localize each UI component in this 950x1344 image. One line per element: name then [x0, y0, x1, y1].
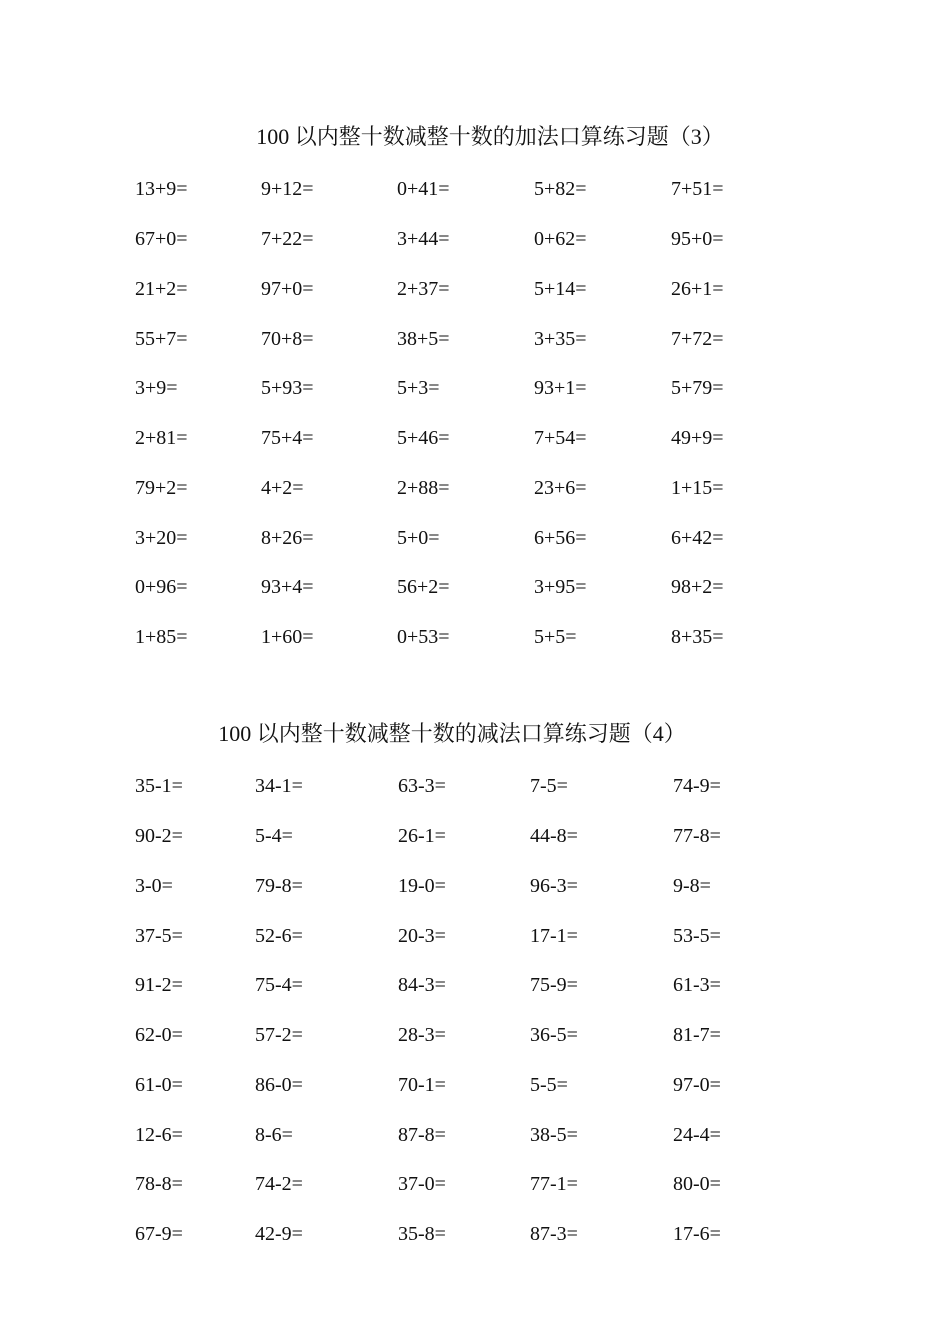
addition-row [0, 226, 950, 252]
subtraction-problem: 86-0= [255, 1074, 303, 1096]
addition-row [0, 624, 950, 650]
subtraction-problem: 42-9= [255, 1223, 303, 1245]
subtraction-problem: 28-3= [398, 1024, 446, 1046]
subtraction-problem: 84-3= [398, 974, 446, 996]
subtraction-problem: 17-6= [673, 1223, 721, 1245]
addition-problem: 75+4= [261, 427, 314, 449]
subtraction-problem: 80-0= [673, 1173, 721, 1195]
subtraction-problem: 44-8= [530, 825, 578, 847]
addition-problem: 2+37= [397, 278, 450, 300]
addition-problem: 55+7= [135, 328, 188, 350]
subtraction-problem: 52-6= [255, 925, 303, 947]
addition-problem: 98+2= [671, 576, 724, 598]
addition-problem: 5+3= [397, 377, 440, 399]
subtraction-problem: 75-4= [255, 974, 303, 996]
addition-problem: 7+54= [534, 427, 587, 449]
addition-problem: 7+72= [671, 328, 724, 350]
subtraction-row [0, 873, 950, 899]
subtraction-problem: 75-9= [530, 974, 578, 996]
subtraction-problem: 91-2= [135, 974, 183, 996]
subtraction-problem: 38-5= [530, 1124, 578, 1146]
subtraction-row [0, 823, 950, 849]
subtraction-row [0, 773, 950, 799]
subtraction-problem: 20-3= [398, 925, 446, 947]
addition-row [0, 276, 950, 302]
addition-problem: 6+56= [534, 527, 587, 549]
addition-problem: 4+2= [261, 477, 304, 499]
subtraction-problem: 34-1= [255, 775, 303, 797]
subtraction-problem: 62-0= [135, 1024, 183, 1046]
subtraction-problem: 5-5= [530, 1074, 568, 1096]
subtraction-row [0, 1221, 950, 1247]
addition-problem: 1+85= [135, 626, 188, 648]
addition-problem: 8+26= [261, 527, 314, 549]
addition-problem: 49+9= [671, 427, 724, 449]
subtraction-problem: 19-0= [398, 875, 446, 897]
addition-problem: 9+12= [261, 178, 314, 200]
subtraction-problem: 81-7= [673, 1024, 721, 1046]
section-title-subtraction: 100 以内整十数减整十数的减法口算练习题（4） [218, 721, 686, 746]
subtraction-row [0, 1171, 950, 1197]
subtraction-problem: 12-6= [135, 1124, 183, 1146]
subtraction-problem: 9-8= [673, 875, 711, 897]
addition-problem: 3+35= [534, 328, 587, 350]
addition-problem: 67+0= [135, 228, 188, 250]
addition-problem: 8+35= [671, 626, 724, 648]
subtraction-problem: 97-0= [673, 1074, 721, 1096]
addition-problem: 93+4= [261, 576, 314, 598]
subtraction-problem: 5-4= [255, 825, 293, 847]
addition-problem: 13+9= [135, 178, 188, 200]
subtraction-problem: 70-1= [398, 1074, 446, 1096]
subtraction-row [0, 972, 950, 998]
subtraction-problem: 26-1= [398, 825, 446, 847]
subtraction-problem: 77-8= [673, 825, 721, 847]
subtraction-problem: 78-8= [135, 1173, 183, 1195]
addition-problem: 5+79= [671, 377, 724, 399]
addition-row [0, 176, 950, 202]
subtraction-problem: 37-0= [398, 1173, 446, 1195]
subtraction-problem: 87-3= [530, 1223, 578, 1245]
subtraction-problem: 77-1= [530, 1173, 578, 1195]
addition-problem: 79+2= [135, 477, 188, 499]
addition-row [0, 425, 950, 451]
addition-row [0, 475, 950, 501]
addition-problem: 23+6= [534, 477, 587, 499]
subtraction-problem: 53-5= [673, 925, 721, 947]
subtraction-row [0, 1122, 950, 1148]
addition-problem: 70+8= [261, 328, 314, 350]
subtraction-problem: 17-1= [530, 925, 578, 947]
subtraction-problem: 24-4= [673, 1124, 721, 1146]
addition-problem: 21+2= [135, 278, 188, 300]
addition-problem: 1+60= [261, 626, 314, 648]
subtraction-problem: 35-1= [135, 775, 183, 797]
addition-problem: 38+5= [397, 328, 450, 350]
addition-problem: 2+81= [135, 427, 188, 449]
subtraction-problem: 96-3= [530, 875, 578, 897]
addition-problem: 5+46= [397, 427, 450, 449]
addition-problem: 0+53= [397, 626, 450, 648]
addition-row [0, 326, 950, 352]
addition-problem: 0+96= [135, 576, 188, 598]
subtraction-row [0, 1022, 950, 1048]
addition-row [0, 574, 950, 600]
subtraction-problem: 35-8= [398, 1223, 446, 1245]
subtraction-row [0, 1072, 950, 1098]
addition-problem: 3+44= [397, 228, 450, 250]
subtraction-problem: 3-0= [135, 875, 173, 897]
subtraction-problem: 87-8= [398, 1124, 446, 1146]
subtraction-row [0, 923, 950, 949]
addition-problem: 95+0= [671, 228, 724, 250]
subtraction-problem: 37-5= [135, 925, 183, 947]
addition-problem: 7+22= [261, 228, 314, 250]
subtraction-problem: 61-3= [673, 974, 721, 996]
addition-problem: 3+20= [135, 527, 188, 549]
addition-problem: 56+2= [397, 576, 450, 598]
addition-problem: 26+1= [671, 278, 724, 300]
subtraction-problem: 7-5= [530, 775, 568, 797]
subtraction-problem: 63-3= [398, 775, 446, 797]
addition-problem: 5+0= [397, 527, 440, 549]
addition-problem: 97+0= [261, 278, 314, 300]
addition-problem: 6+42= [671, 527, 724, 549]
addition-problem: 3+95= [534, 576, 587, 598]
addition-problem: 1+15= [671, 477, 724, 499]
addition-row [0, 375, 950, 401]
addition-problem: 5+93= [261, 377, 314, 399]
addition-problem: 0+62= [534, 228, 587, 250]
addition-problem: 5+5= [534, 626, 577, 648]
addition-problem: 5+82= [534, 178, 587, 200]
subtraction-problem: 36-5= [530, 1024, 578, 1046]
addition-row [0, 525, 950, 551]
subtraction-problem: 67-9= [135, 1223, 183, 1245]
subtraction-problem: 8-6= [255, 1124, 293, 1146]
subtraction-problem: 74-9= [673, 775, 721, 797]
addition-problem: 3+9= [135, 377, 178, 399]
addition-problem: 5+14= [534, 278, 587, 300]
section-title-addition: 100 以内整十数减整十数的加法口算练习题（3） [256, 124, 724, 149]
addition-problem: 0+41= [397, 178, 450, 200]
addition-problem: 7+51= [671, 178, 724, 200]
addition-problem: 93+1= [534, 377, 587, 399]
subtraction-problem: 74-2= [255, 1173, 303, 1195]
subtraction-problem: 57-2= [255, 1024, 303, 1046]
subtraction-problem: 61-0= [135, 1074, 183, 1096]
subtraction-problem: 79-8= [255, 875, 303, 897]
subtraction-problem: 90-2= [135, 825, 183, 847]
addition-problem: 2+88= [397, 477, 450, 499]
